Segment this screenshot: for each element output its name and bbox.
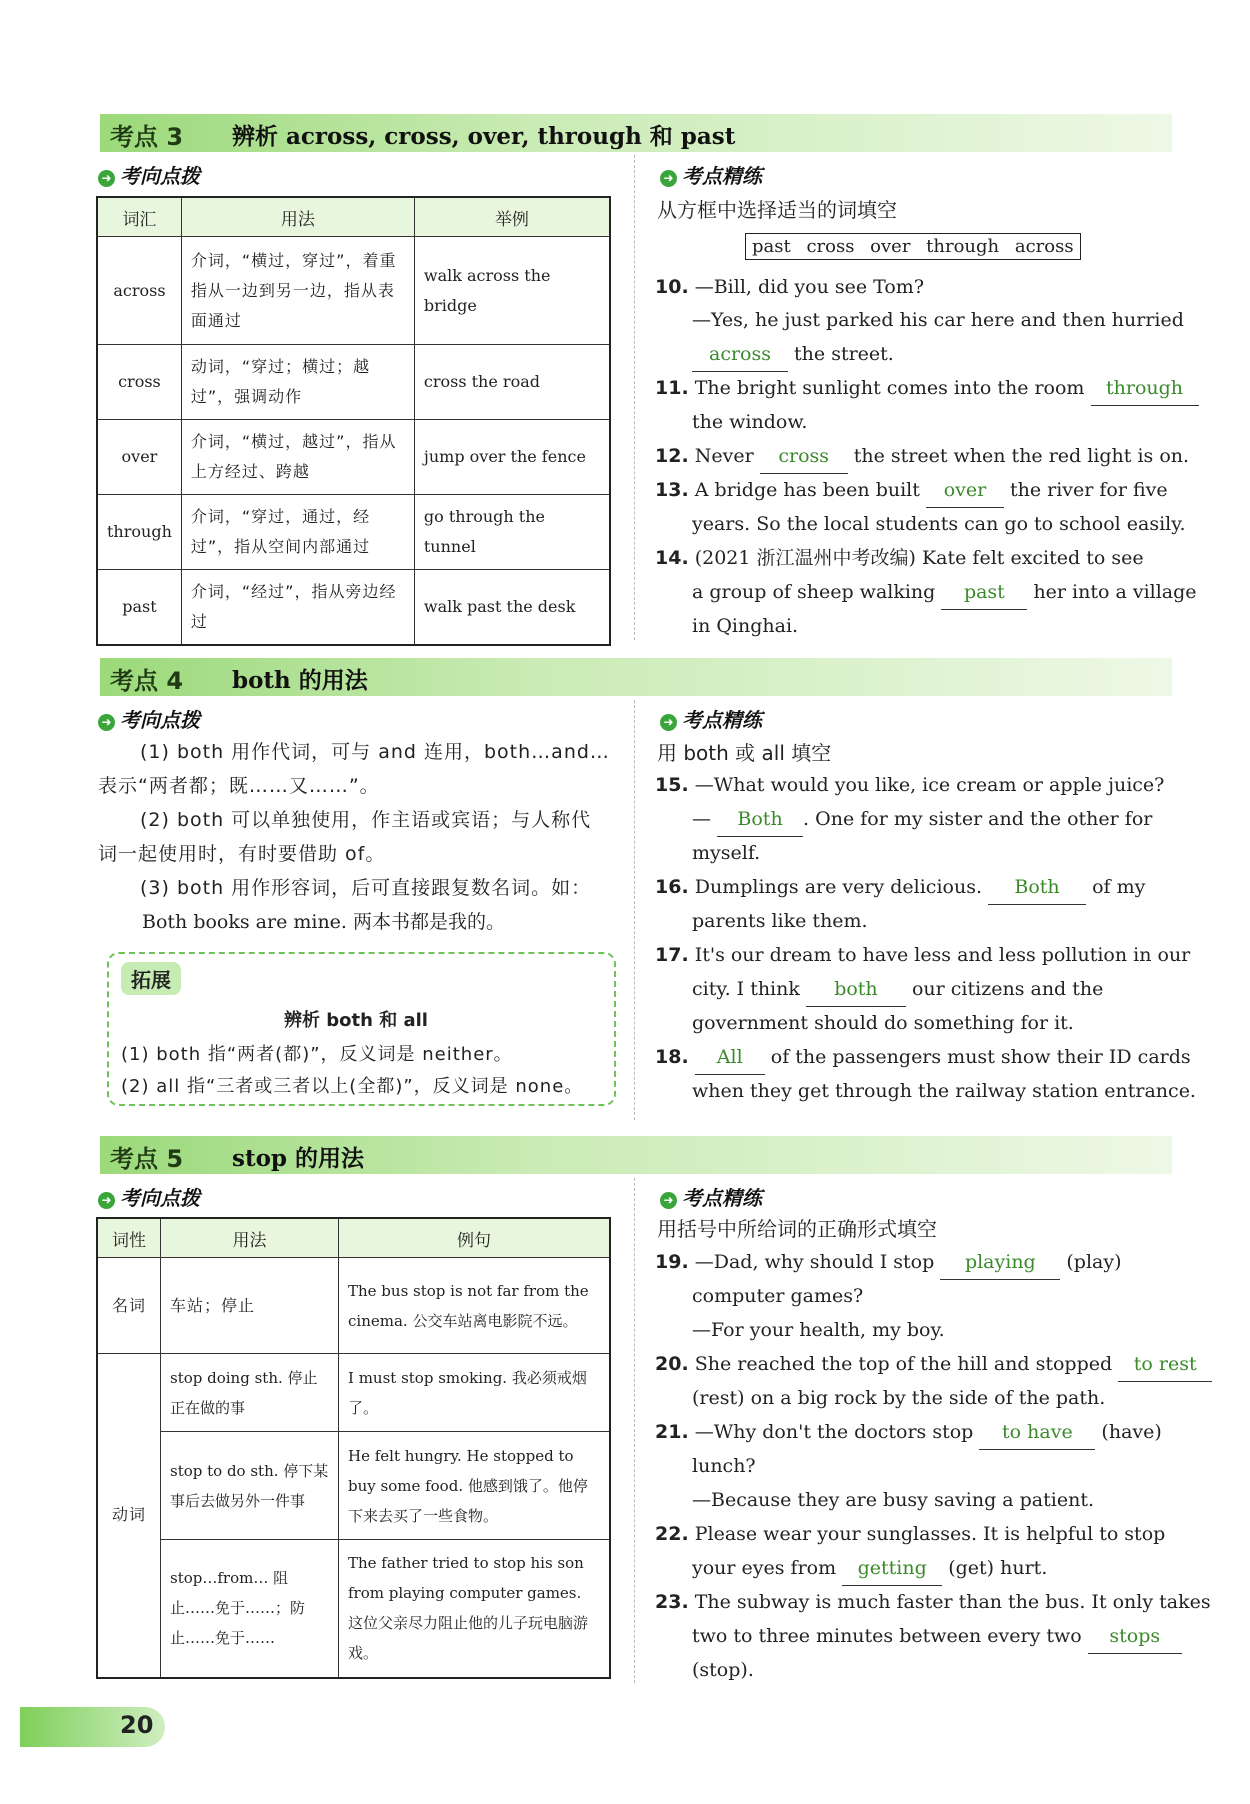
column-divider	[634, 155, 635, 640]
section-3-title: 辨析 across, cross, over, through 和 past	[232, 123, 736, 150]
question-11-line: the window.	[692, 411, 808, 433]
answer-blank: cross	[760, 439, 848, 474]
table-cell: I must stop smoking. 我必须戒烟了。	[339, 1354, 611, 1432]
section-5-instruction: 用括号中所给词的正确形式填空	[657, 1217, 937, 1241]
answer-blank: getting	[842, 1551, 942, 1586]
answer-blank: both	[806, 972, 906, 1007]
usage-note-3-example: Both books are mine. 两本书都是我的。	[142, 911, 506, 933]
question-13: 13. A bridge has been built over the river for five	[655, 473, 1168, 508]
section-3-header	[100, 114, 1172, 152]
question-23: 23. The subway is much faster than the bus. It only takes	[655, 1591, 1211, 1613]
question-22: 22. Please wear your sunglasses. It is helpful to stop	[655, 1523, 1166, 1545]
extension-line-2: (2) all 指“三者或三者以上(全都)”，反义词是 none。	[121, 1076, 584, 1097]
section-5-title: stop 的用法	[232, 1145, 365, 1172]
extension-tag: 拓展	[121, 962, 181, 995]
arrow-icon: ➜	[98, 1192, 115, 1209]
table-row	[97, 1258, 610, 1354]
section-3-instruction: 从方框中选择适当的词填空	[657, 198, 897, 222]
column-divider	[634, 700, 635, 1120]
question-10: 10. —Bill, did you see Tom?	[655, 276, 924, 298]
table-cell: over	[97, 420, 181, 495]
question-23-line: (stop).	[692, 1659, 754, 1681]
table-cell: go through the tunnel	[414, 495, 610, 570]
table-cell: 介词，“经过”，指从旁边经过	[181, 570, 414, 645]
table-cell: cross the road	[414, 345, 610, 420]
table-cell: across	[97, 237, 181, 345]
table-cell: cross	[97, 345, 181, 420]
arrow-icon: ➜	[98, 714, 115, 731]
table-cell: walk past the desk	[414, 570, 610, 645]
section-5-tag: 考点 5	[110, 1145, 184, 1173]
question-17-line: government should do something for it.	[692, 1012, 1074, 1034]
table-row	[97, 1432, 610, 1540]
question-21-line: —Because they are busy saving a patient.	[692, 1489, 1095, 1511]
table-row	[97, 420, 610, 495]
table-cell: The father tried to stop his son from playing computer games. 这位父亲尽力阻止他的儿子玩电脑游戏。	[339, 1540, 611, 1678]
question-15: 15. —What would you like, ice cream or apple juice?	[655, 774, 1165, 796]
table-header: 举例	[414, 197, 610, 237]
arrow-icon: ➜	[98, 170, 115, 187]
table-cell: stop…from… 阻止……免于……；防止……免于……	[161, 1540, 339, 1678]
table-cell: He felt hungry. He stopped to buy some food. 他感到饿了。他停下来去买了一些食物。	[339, 1432, 611, 1540]
question-11: 11. The bright sunlight comes into the room through	[655, 371, 1199, 406]
usage-note-1: (1) both 用作代词，可与 and 连用，both…and…	[140, 741, 610, 763]
question-21: 21. —Why don't the doctors stop to have (have)	[655, 1415, 1162, 1450]
section-4-tag: 考点 4	[110, 667, 184, 695]
question-19: 19. —Dad, why should I stop playing (play)	[655, 1245, 1122, 1280]
table-row	[97, 1354, 610, 1432]
question-10-line: —Yes, he just parked his car here and then hurried	[692, 309, 1184, 331]
section-5-header	[100, 1136, 1172, 1174]
section-5-table	[96, 1217, 611, 1679]
table-header: 用法	[181, 197, 414, 237]
question-20-line: (rest) on a big rock by the side of the path.	[692, 1387, 1106, 1409]
page-number: 20	[120, 1711, 154, 1739]
table-header: 词汇	[97, 197, 181, 237]
table-header: 例句	[339, 1218, 611, 1258]
section-5-practice-heading: ➜ 考点精练	[660, 1182, 762, 1211]
table-cell: 名词	[97, 1258, 161, 1354]
table-row	[97, 1540, 610, 1678]
table-row	[97, 237, 610, 345]
table-header: 词性	[97, 1218, 161, 1258]
question-13-line: years. So the local students can go to school easily.	[692, 513, 1186, 535]
section-3-tag: 考点 3	[110, 123, 184, 151]
table-cell: 介词，“穿过，通过，经过”，指从空间内部通过	[181, 495, 414, 570]
usage-note-2: (2) both 可以单独使用，作主语或宾语；与人称代	[140, 809, 592, 831]
answer-blank: stops	[1088, 1619, 1182, 1654]
table-cell: 介词，“横过，越过”，指从上方经过、跨越	[181, 420, 414, 495]
section-4-header	[100, 658, 1172, 696]
question-10-line: across the street.	[692, 337, 894, 372]
table-cell: The bus stop is not far from the cinema. 公交车站离电影院不远。	[339, 1258, 611, 1354]
question-14-line: a group of sheep walking past her into a village	[692, 575, 1197, 610]
extension-box	[107, 952, 616, 1106]
question-16-line: parents like them.	[692, 910, 868, 932]
extension-line-1: (1) both 指“两者(都)”，反义词是 neither。	[121, 1044, 513, 1065]
usage-note-3: (3) both 用作形容词，后可直接跟复数名词。如：	[140, 877, 592, 899]
answer-blank: to have	[979, 1415, 1095, 1450]
section-3-practice-heading: ➜ 考点精练	[660, 160, 762, 189]
table-cell: 车站；停止	[161, 1258, 339, 1354]
section-4-practice-heading: ➜ 考点精练	[660, 704, 762, 733]
section-3-guide-heading: ➜ 考向点拨	[98, 160, 200, 189]
table-cell: walk across the bridge	[414, 237, 610, 345]
question-19-line: computer games?	[692, 1285, 864, 1307]
section-4-title: both 的用法	[232, 667, 368, 694]
answer-blank: to rest	[1118, 1347, 1212, 1382]
table-cell: stop doing sth. 停止正在做的事	[161, 1354, 339, 1432]
answer-blank: over	[926, 473, 1004, 508]
word-box: past cross over through across	[745, 233, 1081, 260]
column-divider	[634, 1178, 635, 1683]
answer-blank: Both	[988, 870, 1086, 905]
table-cell: through	[97, 495, 181, 570]
arrow-icon: ➜	[660, 170, 677, 187]
arrow-icon: ➜	[660, 1192, 677, 1209]
answer-blank: across	[692, 337, 788, 372]
section-4-guide-heading: ➜ 考向点拨	[98, 704, 200, 733]
question-16: 16. Dumplings are very delicious. Both of my	[655, 870, 1145, 905]
question-20: 20. She reached the top of the hill and stopped to rest	[655, 1347, 1212, 1382]
question-12: 12. Never cross the street when the red light is on.	[655, 439, 1189, 474]
section-5-guide-heading: ➜ 考向点拨	[98, 1182, 200, 1211]
question-17: 17. It's our dream to have less and less pollution in our	[655, 944, 1191, 966]
table-header: 用法	[161, 1218, 339, 1258]
usage-note-1-cont: 表示“两者都；既……又……”。	[98, 775, 380, 797]
question-18-line: when they get through the railway station entrance.	[692, 1080, 1196, 1102]
question-14: 14. (2021 浙江温州中考改编) Kate felt excited to see	[655, 547, 1144, 569]
answer-blank: playing	[940, 1245, 1060, 1280]
section-3-table	[96, 196, 611, 646]
page-number-badge	[20, 1707, 165, 1747]
question-15-line: myself.	[692, 842, 761, 864]
question-23-line: two to three minutes between every two stops	[692, 1619, 1182, 1654]
table-cell: 动词，“穿过；横过；越过”，强调动作	[181, 345, 414, 420]
question-18: 18. All of the passengers must show their ID cards	[655, 1040, 1191, 1075]
table-row	[97, 570, 610, 645]
question-15-line: — Both . One for my sister and the other for	[692, 802, 1152, 837]
answer-blank: through	[1091, 371, 1199, 406]
answer-blank: All	[695, 1040, 765, 1075]
question-19-line: —For your health, my boy.	[692, 1319, 945, 1341]
arrow-icon: ➜	[660, 714, 677, 731]
question-14-line: in Qinghai.	[692, 615, 799, 637]
usage-note-2-cont: 词一起使用时，有时要借助 of。	[98, 843, 386, 865]
table-cell: 介词，“横过，穿过”，着重指从一边到另一边，指从表面通过	[181, 237, 414, 345]
table-row	[97, 495, 610, 570]
question-21-line: lunch?	[692, 1455, 756, 1477]
question-17-line: city. I think both our citizens and the	[692, 972, 1103, 1007]
table-cell: past	[97, 570, 181, 645]
section-4-instruction: 用 both 或 all 填空	[657, 741, 832, 765]
extension-title: 辨析 both 和 all	[284, 1010, 428, 1031]
table-cell: jump over the fence	[414, 420, 610, 495]
question-22-line: your eyes from getting (get) hurt.	[692, 1551, 1047, 1586]
answer-blank: past	[941, 575, 1027, 610]
table-cell: 动词	[97, 1354, 161, 1678]
table-cell: stop to do sth. 停下某事后去做另外一件事	[161, 1432, 339, 1540]
table-row	[97, 345, 610, 420]
answer-blank: Both	[717, 802, 803, 837]
